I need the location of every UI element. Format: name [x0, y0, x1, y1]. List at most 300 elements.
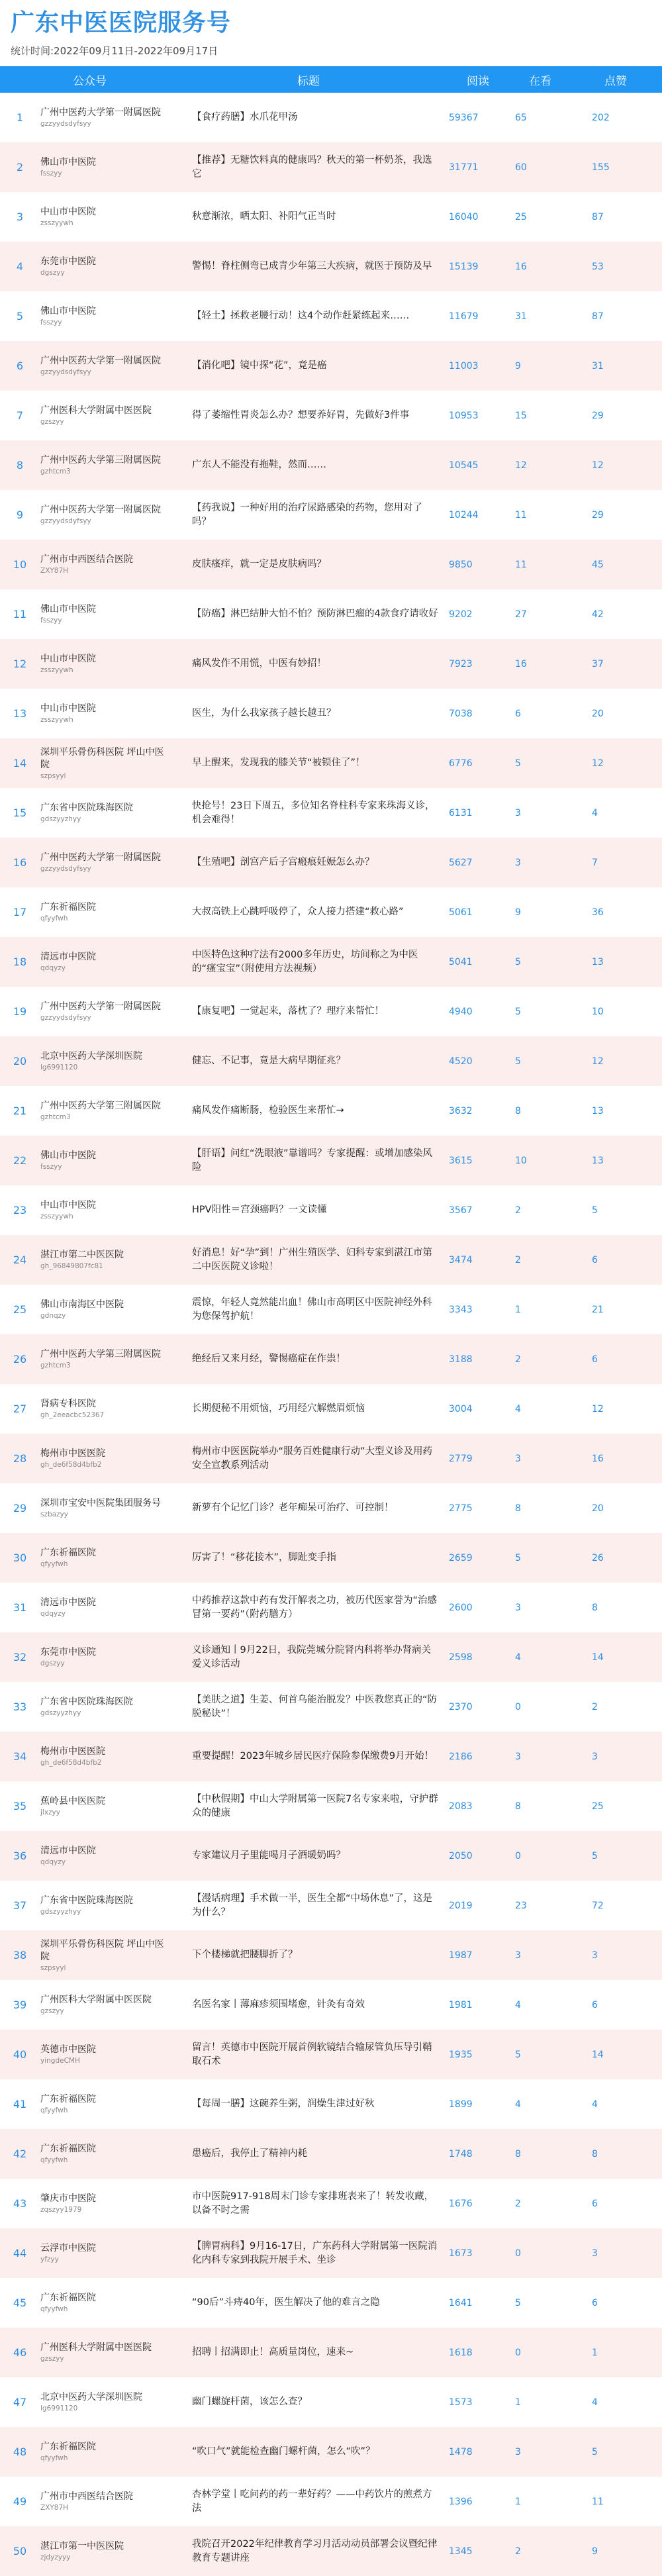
row-account[interactable]	[40, 440, 172, 490]
table-row[interactable]	[0, 1682, 662, 1732]
row-account[interactable]	[40, 2179, 172, 2228]
row-index: 19	[13, 1005, 27, 1018]
account-name[interactable]: 云浮市中医院	[40, 2243, 96, 2254]
row-account[interactable]	[40, 93, 172, 142]
table-row[interactable]	[0, 1732, 662, 1781]
table-row[interactable]	[0, 1831, 662, 1881]
table-row[interactable]	[0, 1533, 662, 1583]
account-name[interactable]: 广州医科大学附属中医医院	[40, 1995, 152, 2005]
account-name[interactable]: 蕉岭县中医医院	[40, 1796, 105, 1807]
article-title[interactable]: 警惕！脊柱侧弯已成青少年第三大疾病，就医于预防及早	[192, 261, 432, 272]
header-title[interactable]: 标题	[297, 74, 320, 88]
row-account[interactable]	[40, 1334, 172, 1384]
account-name[interactable]: 湛江市第一中医医院	[40, 2541, 124, 2551]
account-id: gzszyy	[40, 2355, 64, 2363]
look-count: 23	[515, 1900, 527, 1911]
row-account[interactable]	[40, 2228, 172, 2278]
account-id: fsszyy	[40, 1163, 62, 1171]
row-index: 24	[13, 1254, 27, 1266]
table-row[interactable]	[0, 1434, 662, 1483]
like-count: 1	[592, 2347, 598, 2358]
article-title[interactable]: 得了萎缩性胃炎怎么办？想要养好胃，先做好3件事	[192, 410, 410, 421]
article-title[interactable]: 【轻土】拯救老腰行动！这4个动作赶紧练起来……	[192, 311, 410, 321]
article-title[interactable]: 【药我说】一种好用的治疗尿路感染的药物，您用对了吗？	[192, 502, 422, 527]
row-account[interactable]	[40, 1732, 172, 1781]
row-index: 50	[13, 2545, 27, 2557]
article-title[interactable]: 【脾胃病科】9月16-17日，广东药科大学附属第一医院消化内科专家到我院开展手术、坐诊	[192, 2240, 438, 2265]
table-row[interactable]	[0, 1980, 662, 2030]
table-row[interactable]	[0, 490, 662, 540]
row-account[interactable]	[40, 2477, 172, 2526]
table-row[interactable]	[0, 2129, 662, 2179]
article-title[interactable]: 中药推荐这款中药有发汗解表之功，被历代医家誉为“治感冒第一要药”（附药膳方）	[192, 1595, 438, 1620]
account-name[interactable]: 湛江市第二中医医院	[40, 1250, 124, 1260]
table-row[interactable]	[0, 142, 662, 192]
row-account[interactable]	[40, 2328, 172, 2377]
article-title[interactable]: 【生殖吧】剖宫产后子宫瘢痕妊娠怎么办？	[192, 857, 375, 867]
look-count: 3	[515, 1602, 521, 1613]
row-account[interactable]	[40, 1930, 172, 1980]
look-count: 31	[515, 311, 527, 322]
look-count: 8	[515, 1801, 521, 1812]
table-row[interactable]	[0, 838, 662, 887]
account-id: jlxzyy	[40, 1808, 60, 1816]
page-header	[0, 0, 662, 66]
account-name[interactable]: 清远市中医院	[40, 1846, 96, 1856]
account-name[interactable]: 深圳市宝安中医院集团服务号	[40, 1498, 161, 1509]
table-row[interactable]	[0, 788, 662, 838]
stat-period: 统计时间:2022年09月11日-2022年09月17日	[11, 45, 218, 57]
row-index: 45	[13, 2297, 27, 2309]
article-title[interactable]: 【食疗药膳】水爪花甲汤	[192, 112, 298, 123]
table-row[interactable]	[0, 738, 662, 788]
table-row[interactable]	[0, 639, 662, 689]
article-title[interactable]: 中医特色这种疗法有2000多年历史，坊间称之为中医的“瘙宝宝”（附使用方法视频）	[192, 949, 418, 974]
table-row[interactable]	[0, 242, 662, 291]
article-title[interactable]: 【防癌】淋巴结肿大怕不怕？预防淋巴瘤的4款食疗请收好	[192, 609, 438, 619]
look-count: 9	[515, 907, 521, 918]
row-account[interactable]	[40, 242, 172, 291]
article-title[interactable]: 【每周一膳】这碗养生粥，润燥生津过好秋	[192, 2099, 375, 2109]
row-account[interactable]	[40, 391, 172, 440]
row-index: 48	[13, 2446, 27, 2458]
table-row[interactable]	[0, 93, 662, 142]
row-index: 13	[13, 707, 27, 720]
account-name[interactable]: 中山市中医院	[40, 703, 96, 714]
row-index: 17	[13, 906, 27, 918]
account-name[interactable]: 广州中医药大学第三附属医院	[40, 1349, 161, 1360]
table-row[interactable]	[0, 1235, 662, 1285]
row-index: 40	[13, 2048, 27, 2061]
look-count: 4	[515, 1999, 521, 2010]
row-account[interactable]	[40, 689, 172, 738]
account-name[interactable]: 中山市中医院	[40, 207, 96, 217]
account-id: zsszyywh	[40, 666, 73, 674]
article-title[interactable]: 快抢号！23日下周五，多位知名脊柱科专家来珠海义诊，机会难得！	[192, 800, 435, 825]
account-id: gh_de6f58d4bfb2	[40, 1759, 102, 1767]
like-count: 21	[592, 1304, 604, 1315]
row-account[interactable]	[40, 1483, 172, 1533]
row-account[interactable]	[40, 142, 172, 192]
row-account[interactable]	[40, 937, 172, 987]
account-name[interactable]: 广东省中医院珠海医院	[40, 803, 133, 813]
article-title[interactable]: 留言！英德市中医院开展首例软镜结合输尿管负压导引鞘取石术	[192, 2042, 432, 2067]
article-title[interactable]: 痛风发作痛断肠，检验医生来帮忙→	[192, 1105, 344, 1116]
look-count: 8	[515, 1105, 521, 1116]
read-count: 5041	[449, 956, 473, 967]
row-index: 21	[13, 1105, 27, 1117]
account-name[interactable]: 广州中医药大学第三附属医院	[40, 1101, 161, 1111]
table-row[interactable]	[0, 2427, 662, 2477]
article-title[interactable]: HPV阳性＝宫颈癌吗？一文读懂	[192, 1205, 327, 1215]
table-row[interactable]	[0, 2328, 662, 2377]
row-index: 44	[13, 2247, 27, 2259]
table-row[interactable]	[0, 689, 662, 738]
account-id: gzhtcm3	[40, 468, 71, 475]
look-count: 3	[515, 2446, 521, 2457]
row-account[interactable]	[40, 540, 172, 589]
article-title[interactable]: 梅州市中医医院举办“服务百姓健康行动”大型义诊及用药安全宣教系列活动	[192, 1446, 433, 1471]
article-title[interactable]: 长期便秘不用烦恼，巧用经穴解燃眉烦恼	[192, 1403, 365, 1414]
account-name[interactable]: 佛山市南海区中医院	[40, 1299, 124, 1310]
row-account[interactable]	[40, 639, 172, 689]
read-count: 3567	[449, 1205, 473, 1216]
table-row[interactable]	[0, 2377, 662, 2427]
row-account[interactable]	[40, 291, 172, 341]
account-name[interactable]: 广东祈福医院	[40, 2094, 96, 2105]
account-name[interactable]: 梅州市中医医院	[40, 1746, 105, 1757]
row-index: 41	[13, 2098, 27, 2110]
table-row[interactable]	[0, 987, 662, 1036]
row-account[interactable]	[40, 1036, 172, 1086]
row-index: 35	[13, 1800, 27, 1812]
table-row[interactable]	[0, 341, 662, 391]
account-name[interactable]: 广州中医药大学第一附属医院	[40, 852, 161, 863]
row-account[interactable]	[40, 2030, 172, 2079]
like-count: 14	[592, 1652, 604, 1663]
account-name[interactable]: 北京中医药大学深圳医院	[40, 2392, 142, 2403]
account-name[interactable]: 佛山市中医院	[40, 1150, 96, 1161]
look-count: 3	[515, 1751, 521, 1762]
row-index: 46	[13, 2346, 27, 2359]
row-account[interactable]	[40, 1235, 172, 1285]
look-count: 27	[515, 609, 527, 620]
article-title[interactable]: 义诊通知丨9月22日，我院莞城分院肾内科将举办肾病关爱义诊活动	[192, 1644, 432, 1669]
article-title[interactable]: 【消化吧】镜中探“花”，竟是癌	[192, 360, 327, 371]
read-count: 10953	[449, 410, 479, 421]
article-title[interactable]: 【漫话病理】手术做一半，医生全都“中场休息”了，这是为什么？	[192, 1893, 433, 1918]
article-title[interactable]: 【推荐】无糖饮料真的健康吗？秋天的第一杯奶茶，我选它	[192, 154, 432, 179]
account-id: zqszyy1979	[40, 2206, 82, 2214]
like-count: 36	[592, 907, 604, 918]
account-id: ZXY87H	[40, 2504, 69, 2512]
look-count: 3	[515, 1453, 521, 1464]
table-row[interactable]	[0, 2526, 662, 2576]
like-count: 4	[592, 2099, 598, 2110]
like-count: 4	[592, 2397, 598, 2408]
look-count: 3	[515, 807, 521, 818]
row-account[interactable]	[40, 1881, 172, 1930]
header-read[interactable]: 阅读	[467, 74, 489, 88]
look-count: 2	[515, 2198, 521, 2209]
account-name[interactable]: 清远市中医院	[40, 1597, 96, 1608]
table-row[interactable]	[0, 1881, 662, 1930]
account-name[interactable]: 广东祈福医院	[40, 2293, 96, 2303]
read-count: 3632	[449, 1105, 473, 1116]
account-name[interactable]: 中山市中医院	[40, 1200, 96, 1211]
account-name[interactable]: 清远市中医院	[40, 952, 96, 962]
row-index: 29	[13, 1502, 27, 1514]
account-id: gzhtcm3	[40, 1362, 71, 1369]
read-count: 2600	[449, 1602, 473, 1613]
like-count: 6	[592, 1354, 598, 1365]
article-title[interactable]: 广东人不能没有拖鞋，然而……	[192, 460, 326, 470]
row-index: 5	[16, 310, 24, 322]
table-row[interactable]	[0, 192, 662, 242]
account-id: gdszyyzhyy	[40, 1709, 81, 1717]
article-title[interactable]: 早上醒来，发现我的膝关节“被锁住了”！	[192, 758, 365, 768]
table-row[interactable]	[0, 887, 662, 937]
header-account[interactable]: 公众号	[73, 74, 107, 88]
look-count: 16	[515, 261, 527, 272]
row-index: 38	[13, 1949, 27, 1961]
account-name[interactable]: 广州中医药大学第三附属医院	[40, 455, 161, 466]
look-count: 4	[515, 2099, 521, 2110]
table-row[interactable]	[0, 291, 662, 341]
account-name[interactable]: 广东省中医院珠海医院	[40, 1895, 133, 1906]
row-account[interactable]	[40, 987, 172, 1036]
row-account[interactable]	[40, 1583, 172, 1632]
account-id: gdnqzy	[40, 1312, 66, 1320]
article-title[interactable]: 幽门螺旋杆菌，该怎么查？	[192, 2397, 307, 2407]
article-title[interactable]: 患癌后，我停止了精神内耗	[192, 2148, 307, 2159]
account-name[interactable]: 深圳平乐骨伤科医院 坪山中医院	[40, 746, 164, 770]
account-id: dgszyy	[40, 269, 65, 277]
account-name[interactable]: 广州中医药大学第一附属医院	[40, 505, 161, 515]
account-name[interactable]: 东莞市中医院	[40, 1647, 96, 1658]
article-title[interactable]: 重要提醒！2023年城乡居民医疗保险参保缴费9月开始！	[192, 1751, 434, 1761]
look-count: 0	[515, 2248, 521, 2259]
article-title[interactable]: 好消息！好“孕”到！广州生殖医学、妇科专家到湛江市第二中医医院义诊啦！	[192, 1247, 433, 1272]
account-name[interactable]: 肾病专科医院	[40, 1399, 96, 1409]
article-title[interactable]: 皮肤瘙痒，就一定是皮肤病吗？	[192, 559, 326, 570]
table-row[interactable]	[0, 1285, 662, 1334]
read-count: 2659	[449, 1552, 473, 1563]
article-title[interactable]: 下个楼梯就把腰脚折了？	[192, 1950, 298, 1960]
row-index: 30	[13, 1552, 27, 1564]
row-account[interactable]	[40, 1533, 172, 1583]
row-account[interactable]	[40, 887, 172, 937]
row-account[interactable]	[40, 2278, 172, 2328]
read-count: 4940	[449, 1006, 473, 1017]
row-account[interactable]	[40, 1831, 172, 1881]
article-title[interactable]: 名医名家丨薄麻疹须围堵愈，针灸有奇效	[192, 1999, 365, 2010]
read-count: 16040	[449, 211, 479, 223]
row-index: 23	[13, 1204, 27, 1216]
table-row[interactable]	[0, 1781, 662, 1831]
account-name[interactable]: 广州中医药大学第一附属医院	[40, 1001, 161, 1012]
row-index: 11	[13, 608, 27, 620]
table-row[interactable]	[0, 1384, 662, 1434]
table-row[interactable]	[0, 2079, 662, 2129]
table-row[interactable]	[0, 1136, 662, 1185]
article-title[interactable]: 秋意渐浓，晒太阳、补阳气正当时	[192, 211, 336, 222]
table-row[interactable]	[0, 937, 662, 987]
table-row[interactable]	[0, 391, 662, 440]
header-look[interactable]: 在看	[529, 74, 551, 88]
read-count: 9850	[449, 559, 473, 570]
row-account[interactable]	[40, 1980, 172, 2030]
account-name[interactable]: 广州市中西医结合医院	[40, 2491, 133, 2502]
row-account[interactable]	[40, 2129, 172, 2179]
account-name[interactable]: 广东祈福医院	[40, 1548, 96, 1558]
table-row[interactable]	[0, 1483, 662, 1533]
account-id: qfyyfwh	[40, 1560, 68, 1568]
account-name[interactable]: 梅州市中医医院	[40, 1448, 105, 1459]
row-index: 32	[13, 1651, 27, 1663]
article-title[interactable]: 健忘、不记事，竟是大病早期征兆？	[192, 1056, 346, 1066]
row-account[interactable]	[40, 1781, 172, 1831]
row-account[interactable]	[40, 1434, 172, 1483]
table-row[interactable]	[0, 589, 662, 639]
row-account[interactable]	[40, 2526, 172, 2576]
article-title[interactable]: 招聘丨招满即止！高质量岗位，速来~	[192, 2347, 354, 2357]
row-index: 36	[13, 1850, 27, 1862]
row-account[interactable]	[40, 192, 172, 242]
account-name[interactable]: 肇庆市中医院	[40, 2193, 96, 2204]
like-count: 87	[592, 311, 604, 322]
table-row[interactable]	[0, 1086, 662, 1136]
table-row[interactable]	[0, 2477, 662, 2526]
table-row[interactable]	[0, 540, 662, 589]
read-count: 1618	[449, 2347, 473, 2358]
account-name[interactable]: 广东祈福医院	[40, 2144, 96, 2154]
article-title[interactable]: 医生，为什么我家孩子越长越丑？	[192, 708, 336, 718]
row-account[interactable]	[40, 589, 172, 639]
account-name[interactable]: 广东祈福医院	[40, 902, 96, 913]
article-title[interactable]: 【肝语】问红“洗眼液”靠谱吗？专家提醒：或增加感染风险	[192, 1148, 433, 1173]
article-title[interactable]: “吹口气”就能检查幽门螺杆菌，怎么“吹”？	[192, 2446, 375, 2457]
like-count: 5	[592, 1205, 598, 1216]
account-name[interactable]: 深圳平乐骨伤科医院 坪山中医院	[40, 1938, 164, 1962]
article-title[interactable]: 杏林学堂丨吃问药的药一辈好药？——中药饮片的煎煮方法	[192, 2489, 432, 2514]
article-title[interactable]: 我院召开2022年纪律教育学习月活动动员部署会议暨纪律教育专题讲座	[192, 2538, 438, 2563]
article-title[interactable]: 新萝有个记忆门诊？老年痴呆可治疗、可控制！	[192, 1503, 394, 1513]
row-account[interactable]	[40, 1682, 172, 1732]
row-account[interactable]	[40, 2377, 172, 2427]
row-account[interactable]	[40, 341, 172, 391]
row-index: 9	[16, 509, 24, 521]
table-row[interactable]	[0, 1185, 662, 1235]
table-row[interactable]	[0, 440, 662, 490]
article-title[interactable]: 厉害了！“移花接木”，脚趾变手指	[192, 1552, 337, 1563]
article-title[interactable]: 大叔高铁上心跳呼吸停了，众人接力搭建“救心路”	[192, 907, 404, 917]
table-row[interactable]	[0, 1632, 662, 1682]
account-name[interactable]: 广州市中西医结合医院	[40, 554, 133, 565]
like-count: 12	[592, 1056, 604, 1067]
account-name[interactable]: 广东省中医院珠海医院	[40, 1697, 133, 1707]
row-index: 28	[13, 1452, 27, 1465]
table-row[interactable]	[0, 1036, 662, 1086]
row-index: 27	[13, 1403, 27, 1415]
read-count: 2598	[449, 1652, 473, 1663]
account-name[interactable]: 中山市中医院	[40, 654, 96, 664]
row-account[interactable]	[40, 1384, 172, 1434]
article-title[interactable]: “90后”斗痔40年，医生解决了他的难言之隐	[192, 2297, 380, 2308]
account-id: lg6991120	[40, 2404, 78, 2412]
read-count: 2775	[449, 1503, 473, 1514]
row-account[interactable]	[40, 838, 172, 887]
row-account[interactable]	[40, 2079, 172, 2129]
account-name[interactable]: 广州医科大学附属中医医院	[40, 2342, 152, 2353]
account-name[interactable]: 北京中医药大学深圳医院	[40, 1051, 142, 1062]
article-title[interactable]: 【中秋假期】中山大学附属第一医院7名专家来啦，守护群众的健康	[192, 1793, 438, 1818]
row-index: 16	[13, 856, 27, 869]
table-row[interactable]	[0, 2030, 662, 2079]
look-count: 1	[515, 2496, 521, 2507]
look-count: 5	[515, 2297, 521, 2308]
like-count: 31	[592, 360, 604, 372]
account-name[interactable]: 广州医科大学附属中医医院	[40, 405, 152, 416]
article-title[interactable]: 痛风发作不用慌，中医有妙招！	[192, 658, 326, 669]
row-account[interactable]	[40, 788, 172, 838]
table-row[interactable]	[0, 1583, 662, 1632]
article-title[interactable]: 【美肤之道】生姜、何首乌能治脱发？中医教您真正的“防脱秘诀”！	[192, 1694, 438, 1719]
row-account[interactable]	[40, 1185, 172, 1235]
article-title[interactable]: 【康复吧】一觉起来，落枕了？理疗来帮忙！	[192, 1006, 384, 1016]
row-account[interactable]	[40, 1632, 172, 1682]
row-account[interactable]	[40, 2427, 172, 2477]
like-count: 12	[592, 758, 604, 769]
article-title[interactable]: 专家建议月子里能喝月子酒暖奶吗？	[192, 1850, 346, 1861]
account-id: zsszyywh	[40, 1213, 73, 1220]
like-count: 4	[592, 807, 598, 818]
row-account[interactable]	[40, 1285, 172, 1334]
table-row[interactable]	[0, 2228, 662, 2278]
table-row[interactable]	[0, 1930, 662, 1980]
row-account[interactable]	[40, 1086, 172, 1136]
header-like[interactable]: 点赞	[604, 74, 627, 88]
row-account[interactable]	[40, 490, 172, 540]
look-count: 60	[515, 162, 527, 173]
account-name[interactable]: 佛山市中医院	[40, 604, 96, 615]
account-id: gzzyydsdyfsyy	[40, 1014, 91, 1022]
row-index: 8	[16, 459, 24, 471]
row-index: 2	[16, 161, 24, 173]
article-title[interactable]: 震惊，年轻人竟然能出血！佛山市高明区中医院神经外科为您保驾护航！	[192, 1297, 432, 1322]
table-row[interactable]	[0, 2179, 662, 2228]
read-count: 1935	[449, 2049, 473, 2060]
account-name[interactable]: 英德市中医院	[40, 2044, 96, 2055]
like-count: 26	[592, 1552, 604, 1563]
account-name[interactable]: 佛山市中医院	[40, 306, 96, 317]
row-account[interactable]	[40, 1136, 172, 1185]
account-name[interactable]: 佛山市中医院	[40, 157, 96, 168]
article-title[interactable]: 市中医院917-918周末门诊专家排班表来了！转发收藏，以备不时之需	[192, 2191, 434, 2216]
row-index: 42	[13, 2148, 27, 2160]
table-row[interactable]	[0, 1334, 662, 1384]
account-name[interactable]: 东莞市中医院	[40, 256, 96, 267]
row-account[interactable]	[40, 738, 172, 788]
account-id: qfyyfwh	[40, 2454, 68, 2462]
account-name[interactable]: 广州中医药大学第一附属医院	[40, 107, 161, 118]
account-name[interactable]: 广东祈福医院	[40, 2442, 96, 2452]
article-title[interactable]: 绝经后又来月经，警惕癌症在作祟！	[192, 1354, 346, 1364]
read-count: 2186	[449, 1751, 473, 1762]
account-id: gdszyyzhyy	[40, 815, 81, 823]
account-name[interactable]: 广州中医药大学第一附属医院	[40, 356, 161, 366]
table-row[interactable]	[0, 2278, 662, 2328]
